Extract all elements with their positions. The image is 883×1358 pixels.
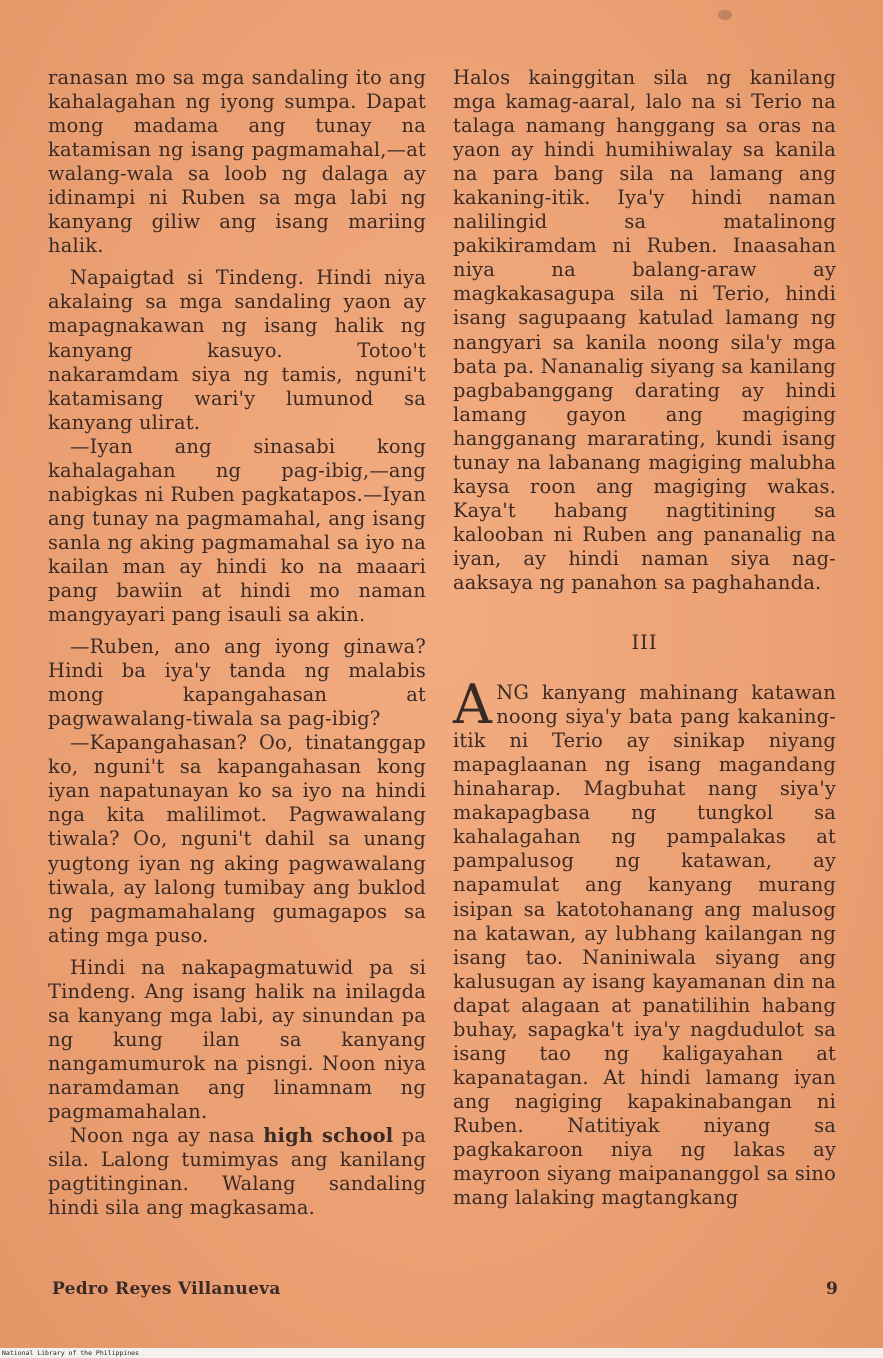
paragraph-text: Noon nga ay nasa: [70, 1124, 264, 1148]
library-credit: National Library of the Philippines: [0, 1348, 883, 1358]
page-number: 9: [826, 1279, 838, 1299]
paragraph: Hindi na nakapagmatuwid pa si Tindeng. Ang isang halik na inilagda sa kanyang mga labi, ay sinundan pa ng kung ilan sa kanyang nangamumurok na pisngi. Noon niya naramdaman ang linamnam ng pagmamahalan.: [48, 955, 426, 1123]
drop-cap: A: [453, 673, 493, 737]
paragraph: [48, 1124, 426, 1220]
paper-speck: [718, 10, 732, 20]
left-column: [48, 66, 426, 1220]
paragraph: ranasan mo sa mga sandaling ito ang kahalagahan ng iyong sumpa. Dapat mong madama ang tunay na katamisan ng isang pagmamahal,—at walang-wala sa loob ng dalaga ay idinampi ni Ruben sa mga labi ng kanyang giliw ang isang mariing halik.: [48, 66, 426, 258]
section-heading: III: [631, 631, 658, 655]
emphasis-text: high school: [263, 1124, 394, 1148]
author-name: Pedro Reyes Villanueva: [52, 1279, 281, 1299]
paragraph: —Kapangahasan? Oo, tinatanggap ko, nguni't sa kapangahasan kong iyan napatunayan ko sa iyo na hindi nga kita malilimot. Pagwawalang tiwala? Oo, nguni't dahil sa unang yugtong iyan ng aking pagwawalang tiwala, ay lalong tumibay ang buklod ng pagmamahalang gumagapos sa ating mga puso.: [48, 731, 426, 947]
paragraph: —Ruben, ano ang iyong ginawa? Hindi ba iya'y tanda ng malabis mong kapangahasan at pagwawalang-tiwala sa pag-ibig?: [48, 635, 426, 731]
right-column: [453, 66, 836, 1210]
paragraph-text: NG kanyang mahinang katawan noong siya'y bata pang kakaning-itik ni Terio ay sinikap niyang mapaglaanan ng isang magandang hinaharap. Magbuhat nang siya'y makapagbasa ng tungkol sa kahalagahan ng pampalakas at pampalusog ng katawan, ay napamulat ang kanyang murang isipan sa katotohanang ang malusog na katawan, ay lubhang kailangan ng isang tao. Naniniwala siyang ang kalusugan ay isang kayamanan din na dapat alagaan at panatilihin habang buhay, sapagka't iya'y nagdudulot sa isang tao ng kaligayahan at kapanatagan. At hindi lamang iyan ang nagiging kapakinabangan ni Ruben. Natitiyak niyang sa pagkakaroon niya ng lakas ay mayroon siyang maipananggol sa sino mang lalaking magtangkang: [453, 681, 836, 1210]
paragraph: Napaigtad si Tindeng. Hindi niya akalaing sa mga sandaling yaon ay mapagnakawan ng isang halik ng kanyang kasuyo. Totoo't nakaramdam siya ng tamis, nguni't katamisang wari'y lumunod sa kanyang ulirat.: [48, 266, 426, 434]
paragraph: Halos kainggitan sila ng kanilang mga kamag-aaral, lalo na si Terio na talaga namang hanggang sa oras na yaon ay hindi humihiwalay sa kanila na para bang sila na lamang ang kakaning-itik. Iya'y hindi naman nalilingid sa matalinong pakikiramdam ni Ruben. Inaasahan niya na balang-araw ay magkakasagupa sila ni Terio, hindi isang sagupaang katulad lamang ng nangyari sa kanila noong sila'y mga bata pa. Nananalig siyang sa kanilang pagbabanggang darating ay hindi lamang gayon ang magiging hangganang mararating, kundi isang tunay na labanang magiging malubha kaysa roon ang magiging wakas. Kaya't habang nagtitining sa kalooban ni Ruben ang pananalig na iyan, ay hindi naman siya nag-aaksaya ng panahon sa paghahanda.: [453, 66, 836, 594]
paragraph: [453, 673, 836, 1210]
paragraph: —Iyan ang sinasabi kong kahalagahan ng pag-ibig,—ang nabigkas ni Ruben pagkatapos.—Iyan ang tunay na pagmamahal, ang isang sanla ng aking pagmamahal sa iyo na kailan man ay hindi ko na maaari pang bawiin at hindi mo naman mangyayari pang isauli sa akin.: [48, 434, 426, 627]
paragraph-text: pa sila. Lalong tumimyas ang kanilang pagtitinginan. Walang sandaling hindi sila ang magkasama.: [48, 1124, 426, 1220]
